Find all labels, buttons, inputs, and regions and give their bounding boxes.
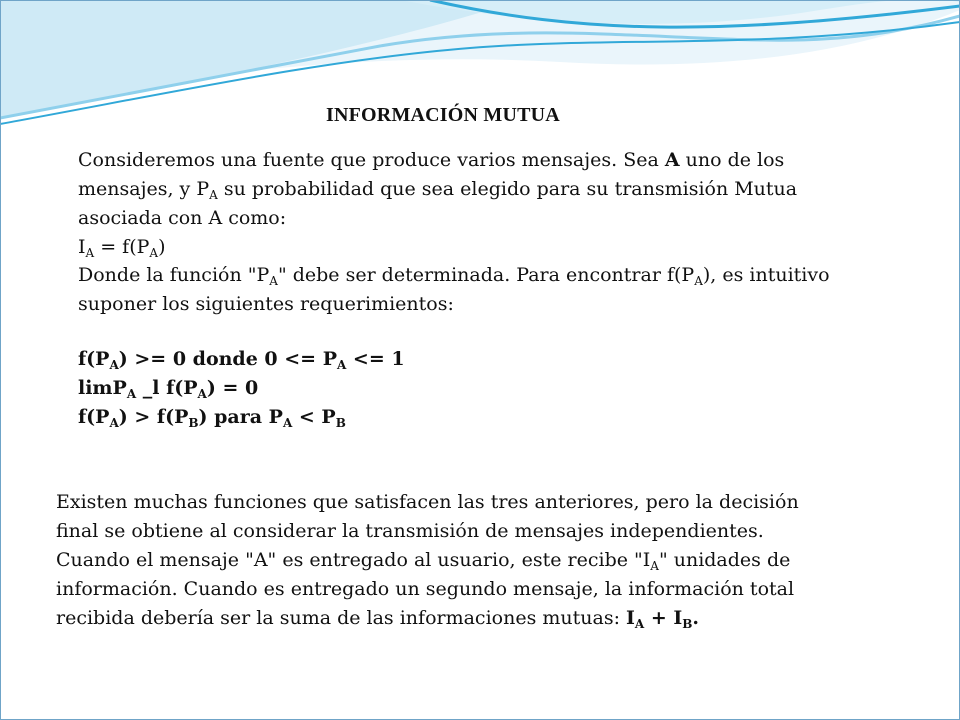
conclusion-line-3: Cuando el mensaje "A" es entregado al usuario, este recibe "$I_A$" unidades de	[56, 549, 791, 573]
requirements-formulas	[78, 345, 405, 432]
conclusion-line-1: Existen muchas funciones que satisfacen las tres anteriores, pero la decisión	[56, 491, 799, 513]
sum-expression: $I_A + I_B$.	[626, 607, 700, 631]
formula-1: $f(P_A) >= 0$ donde $0 <= P_A <= 1$	[78, 348, 405, 372]
intro-line-1: Consideremos una fuente que produce varios mensajes. Sea A uno de los	[78, 149, 785, 171]
formula-2: limP$_A$ _l $f(P_A) = 0$	[78, 377, 259, 401]
intro-paragraph	[78, 146, 830, 319]
conclusion-line-4: información. Cuando es entregado un segundo mensaje, la información total	[56, 578, 795, 600]
conclusion-line-5: recibida debería ser la suma de las informaciones mutuas: $I_A + I_B$.	[56, 607, 700, 631]
intro-line-5: Donde la función "$P_A$" debe ser determinada. Para encontrar $f(P_A)$, es intuitivo	[78, 264, 830, 288]
conclusion-line-2: final se obtiene al considerar la transmisión de mensajes independientes.	[56, 520, 764, 542]
conclusion-paragraph	[56, 488, 799, 633]
intro-line-3: asociada con A como:	[78, 207, 287, 229]
slide-title: INFORMACIÓN MUTUA	[326, 104, 560, 126]
formula-3: $f(P_A) > f(P_B)$ para $P_A < P_B$	[78, 406, 346, 430]
intro-line-6: suponer los siguientes requerimientos:	[78, 293, 454, 315]
intro-line-4: $I_A = f(P_A)$	[78, 236, 166, 260]
intro-line-2: mensajes, y $P_A$ su probabilidad que sea elegido para su transmisión Mutua	[78, 178, 798, 202]
